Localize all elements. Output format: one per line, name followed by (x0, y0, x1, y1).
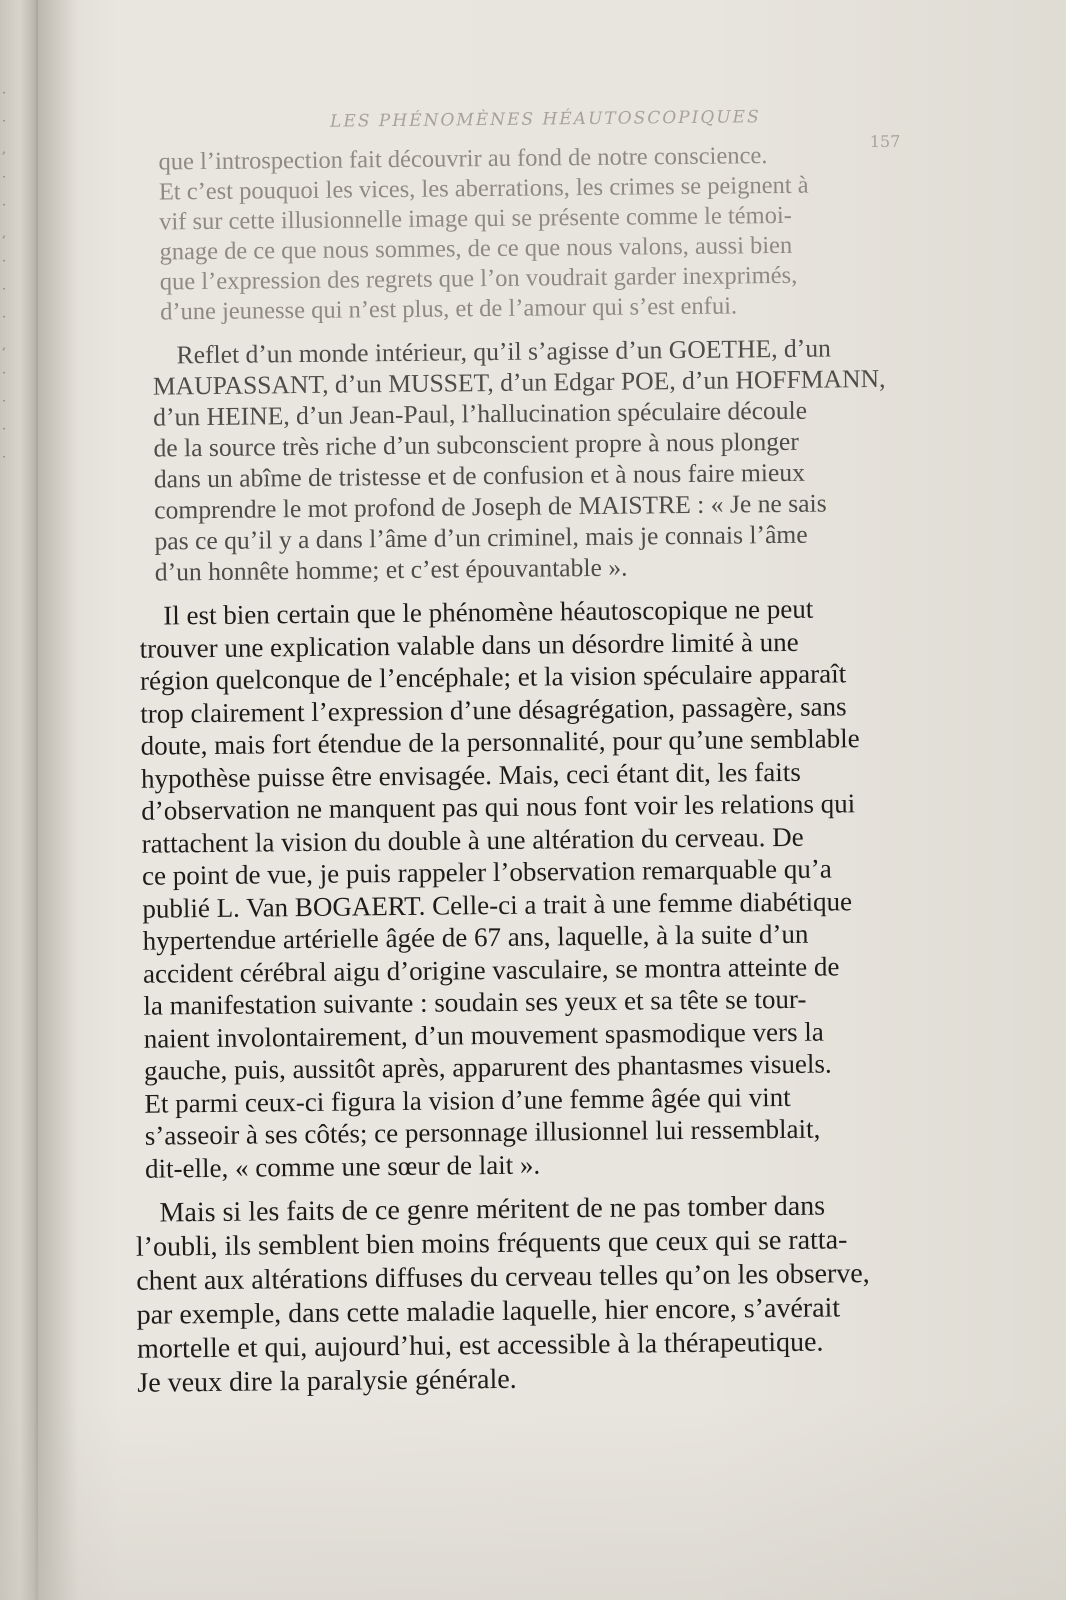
text-line: accident cérébral aigu d’origine vasculaire, se montra atteinte de (142, 950, 840, 989)
text-line: que l’expression des regrets que l’on voudrait garder inexprimés, (159, 261, 798, 296)
text-line: ce point de vue, je puis rappeler l’observation remarquable qu’a (141, 853, 832, 891)
gutter-shadow (38, 0, 78, 1600)
text-line: que l’introspection fait découvrir au fond de notre conscience. (158, 142, 768, 176)
text-line: doute, mais fort étendue de la personnalité, pour qu’une semblable (140, 723, 860, 761)
text-line: vif sur cette illusionnelle image qui se présente comme le témoi- (159, 201, 793, 236)
text-line: d’un honnête homme; et c’est épouvantable ». (154, 552, 628, 587)
text-line: comprendre le mot profond de Joseph de MAISTRE : « Je ne sais (154, 488, 827, 525)
text-line: pas ce qu’il y a dans l’âme d’un criminel, mais je connais l’âme (154, 519, 808, 556)
text-line: la manifestation suivante : soudain ses yeux et sa tête se tour- (143, 983, 807, 1021)
text-line: Reflet d’un monde intérieur, qu’il s’agisse d’un GOETHE, d’un (176, 333, 831, 370)
text-line: Et c’est pouquoi les vices, les aberrations, les crimes se peignent à (158, 171, 809, 206)
text-line: Et parmi ceux-ci figura la vision d’une femme âgée qui vint (144, 1081, 791, 1119)
bottom-shade (0, 1400, 1066, 1600)
text-line: région quelconque de l’encéphale; et la vision spéculaire apparaît (139, 658, 847, 696)
text-line: trop clairement l’expression d’une désagrégation, passagère, sans (140, 690, 847, 729)
paragraph-4 (121, 1188, 943, 1401)
text-line: naient involontairement, d’un mouvement spasmodique vers la (143, 1016, 824, 1054)
text-line: MAUPASSANT, d’un MUSSET, d’un Edgar POE, d’un HOFFMANN, (152, 363, 886, 401)
text-line: de la source très riche d’un subconscient propre à nous plonger (153, 426, 799, 463)
text-line: hypothèse puisse être envisagée. Mais, ceci étant dit, les faits (140, 756, 801, 794)
text-line: Mais si les faits de ce genre méritent de ne pas tomber dans (159, 1190, 826, 1229)
text-line: gauche, puis, aussitôt après, apparurent des phantasmes visuels. (143, 1048, 832, 1086)
paragraph-3 (115, 591, 941, 1185)
text-line: publié L. Van BOGAERT. Celle-ci a trait à une femme diabétique (142, 885, 853, 924)
text-line: d’observation ne manquent pas qui nous font voir les relations qui (141, 788, 856, 826)
text-line: l’oubli, ils semblent bien moins fréquents que ceux qui se ratta- (135, 1224, 848, 1263)
text-line: Il est bien certain que le phénomène héautoscopique ne peut (163, 593, 814, 631)
page-number: 157 (869, 131, 901, 152)
text-line: d’un HEINE, d’un Jean-Paul, l’hallucination spéculaire découle (153, 395, 808, 432)
text-line: dans un abîme de tristesse et de confusion et à nous faire mieux (153, 457, 806, 494)
text-line: dit-elle, « comme une sœur de lait ». (144, 1149, 541, 1184)
text-line: par exemple, dans cette maladie laquelle, hier encore, s’avérait (136, 1292, 841, 1331)
left-page-margin-marks: · · , · · , · · · , · · · · (2, 86, 7, 465)
book-page (110, 101, 944, 1413)
text-line: mortelle et qui, aujourd’hui, est accessible à la thérapeutique. (136, 1326, 824, 1365)
paragraph-2 (112, 331, 935, 588)
text-line: trouver une explication valable dans un désordre limité à une (139, 626, 799, 664)
text-line: hypertendue artérielle âgée de 67 ans, laquelle, à la suite d’un (142, 918, 809, 956)
text-line: s’asseoir à ses côtés; ce personnage illusionnel lui ressemblait, (144, 1113, 821, 1151)
text-line: d’une jeunesse qui n’est plus, et de l’amour qui s’est enfui. (159, 292, 738, 326)
text-line: rattachent la vision du double à une altération du cerveau. De (141, 821, 804, 859)
text-line: chent aux altérations diffuses du cerveau telles qu’on les observe, (136, 1258, 870, 1297)
running-title: LES PHÉNOMÈNES HÉAUTOSCOPIQUES (330, 107, 761, 132)
text-line: gnage de ce que nous sommes, de ce que nous valons, aussi bien (159, 231, 793, 266)
text-line: Je veux dire la paralysie générale. (137, 1363, 517, 1399)
paragraph-1 (110, 139, 932, 328)
